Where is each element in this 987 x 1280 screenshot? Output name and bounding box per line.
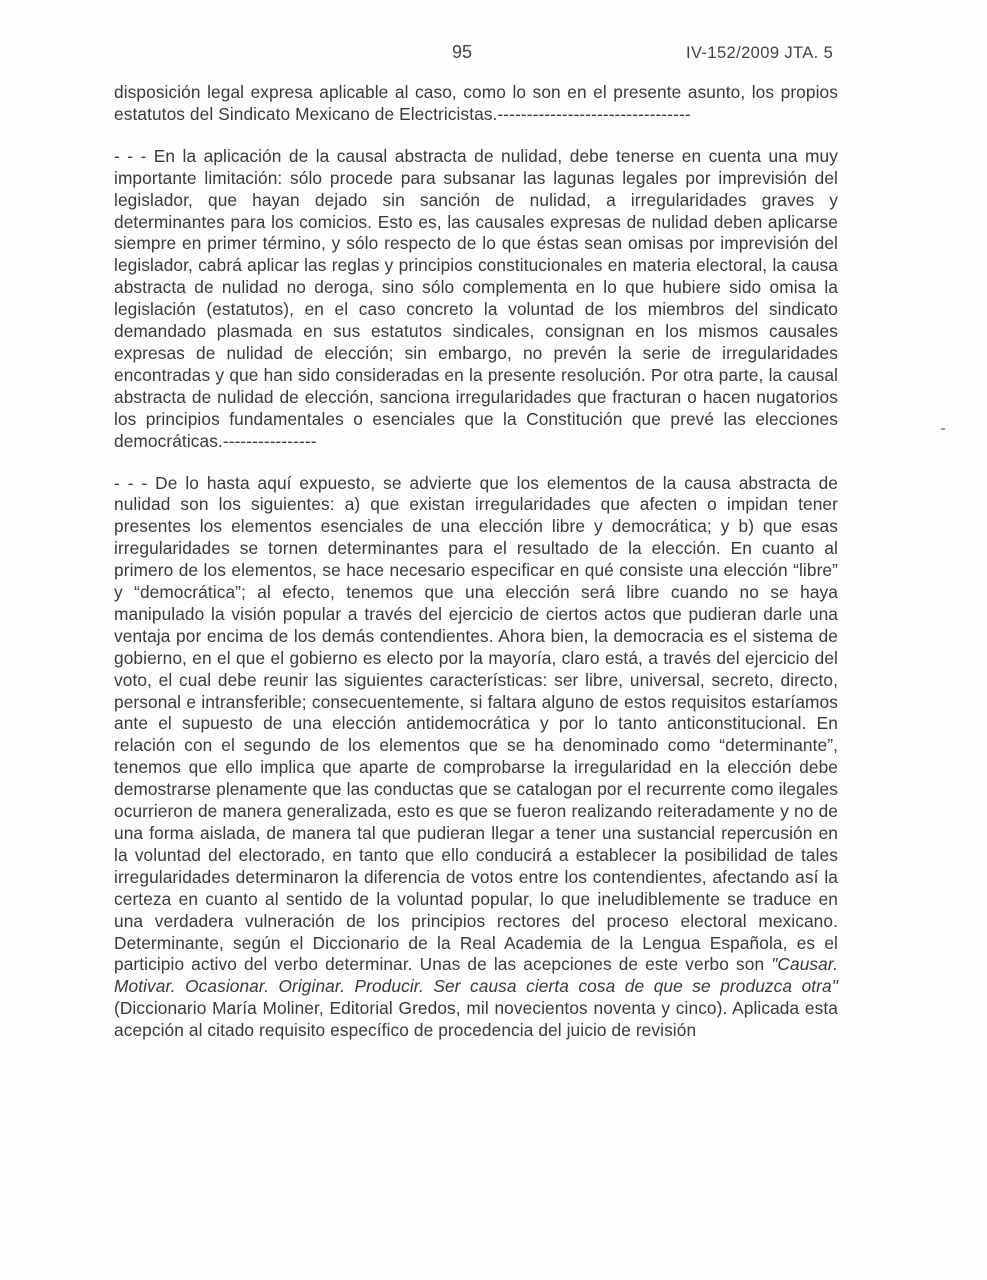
paragraph-text-after-quote: (Diccionario María Moliner, Editorial Gredos, mil novecientos noventa y cinco). Aplicada esta acepción al citado requisito específico de procedencia del juicio de revisión: [114, 998, 838, 1041]
page-number: 95: [452, 42, 473, 62]
page-header: [0, 42, 987, 66]
paragraph-text-before-quote: - - - De lo hasta aquí expuesto, se advierte que los elementos de la causa abstracta de nulidad son los siguientes: a) que existan irregularidades que afecten o impidan tener presentes los elementos esenciales de una elección libre y democrática; y b) que esas irregularidades se tornen determinantes para el resultado de la elección. En cuanto al primero de los elementos, se hace necesario especificar en qué consiste una elección “libre” y “democrática”; al efecto, tenemos que una elección será libre cuando no se haya manipulado la visión popular a través del ejercicio de ciertos actos que pudieran darle una ventaja por encima de los demás contendientes. Ahora bien, la democracia es el sistema de gobierno, en el que el gobierno es electo por la mayoría, claro está, a través del ejercicio del voto, el cual debe reunir las siguientes características: ser libre, universal, secreto, directo, personal e intransferible; consecuentemente, si faltara alguno de estos requisitos estaríamos ante el supuesto de una elección antidemocrática y por lo tanto anticonstitucional. En relación con el segundo de los elementos que se ha denominado como “determinante”, tenemos que ello implica que aparte de comprobarse la irregularidad en la elección debe demostrarse plenamente que las conductas que se catalogan por el recurrente como ilegales ocurrieron de manera generalizada, esto es que se fueron realizando reiteradamente y no de una forma aislada, de manera tal que pudieran llegar a tener una sustancial repercusión en la voluntad del electorado, en tanto que ello conducirá a establecer la posibilidad de tales irregularidades determinaron la diferencia de votos entre los contendientes, afectando así la certeza en cuanto al sentido de la voluntad popular, lo que ineludiblemente se traduce en una verdadera vulneración de los principios rectores del proceso electoral mexicano. Determinante, según el Diccionario de la Real Academia de la Lengua Española, es el participio activo del verbo determinar. Unas de las acepciones de este verbo son: [114, 472, 838, 975]
paragraph-elementos-causa-abstracta: [114, 473, 838, 1043]
paragraph-causal-abstracta-limitacion: - - - En la aplicación de la causal abstracta de nulidad, debe tenerse en cuenta una muy importante limitación: sólo procede para subsanar las lagunas legales por imprevisión del legislador, que hayan dejado sin sanción de nulidad, a irregularidades graves y determinantes para los comicios. Esto es, las causales expresas de nulidad deben aplicarse siempre en primer término, y sólo respecto de lo que éstas sean omisas por imprevisión del legislador, cabrá aplicar las reglas y principios constitucionales en materia electoral, la causa abstracta de nulidad no deroga, sino sólo complementa en lo que hubiere sido omisa la legislación (estatutos), en el caso concreto la voluntad de los miembros del sindicato demandado plasmada en sus estatutos sindicales, consignan en los mismos causales expresas de nulidad de elección; sin embargo, no prevén la serie de irregularidades encontradas y que han sido consideradas en la presente resolución. Por otra parte, la causal abstracta de nulidad de elección, sanciona irregularidades que fracturan o hacen nugatorios los principios fundamentales o esenciales que la Constitución que prevé las elecciones democráticas.----------------: [114, 145, 838, 451]
case-number: IV-152/2009 JTA. 5: [686, 44, 834, 62]
document-body: [114, 82, 838, 1042]
scan-artifact-mark: [941, 428, 945, 430]
italic-quote-definition: "Causar. Motivar. Ocasionar. Originar. Producir. Ser causa cierta cosa de que se produzca otra": [114, 954, 838, 997]
paragraph-continuation: disposición legal expresa aplicable al caso, como lo son en el presente asunto, los propios estatutos del Sindicato Mexicano de Electricistas.---------------------------------: [114, 82, 838, 124]
